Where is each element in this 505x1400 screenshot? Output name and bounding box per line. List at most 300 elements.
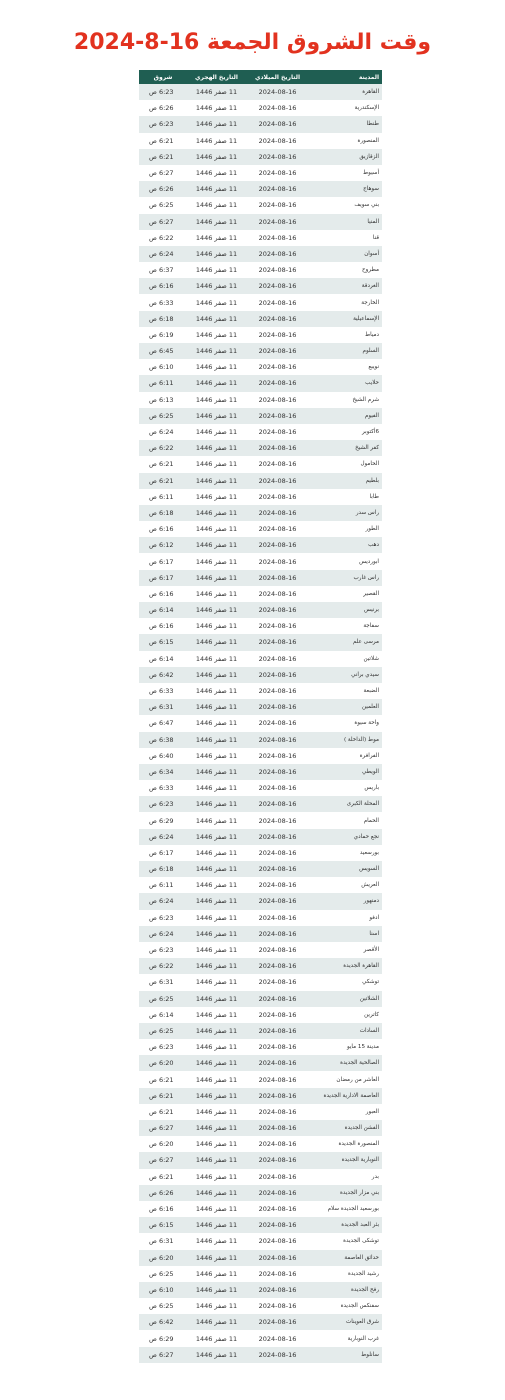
- cell-gregorian-date: 2024-08-16: [246, 392, 309, 408]
- cell-sunrise-time: 6:23 ص: [139, 84, 187, 100]
- cell-gregorian-date: 2024-08-16: [246, 230, 309, 246]
- cell-gregorian-date: 2024-08-16: [246, 116, 309, 132]
- cell-hijri-date: 11 صفر 1446: [187, 715, 246, 731]
- cell-city: الفرافرة: [309, 748, 382, 764]
- cell-gregorian-date: 2024-08-16: [246, 100, 309, 116]
- cell-hijri-date: 11 صفر 1446: [187, 262, 246, 278]
- cell-sunrise-time: 6:25 ص: [139, 1023, 187, 1039]
- table-row: [139, 764, 382, 780]
- cell-city: الحمام: [309, 812, 382, 828]
- table-row: [139, 1120, 382, 1136]
- cell-hijri-date: 11 صفر 1446: [187, 748, 246, 764]
- cell-hijri-date: 11 صفر 1446: [187, 764, 246, 780]
- table-row: [139, 1185, 382, 1201]
- cell-city: أسيوط: [309, 165, 382, 181]
- cell-hijri-date: 11 صفر 1446: [187, 780, 246, 796]
- cell-sunrise-time: 6:20 ص: [139, 1055, 187, 1071]
- cell-hijri-date: 11 صفر 1446: [187, 1039, 246, 1055]
- cell-gregorian-date: 2024-08-16: [246, 408, 309, 424]
- cell-sunrise-time: 6:21 ص: [139, 1104, 187, 1120]
- cell-hijri-date: 11 صفر 1446: [187, 1152, 246, 1168]
- cell-sunrise-time: 6:11 ص: [139, 877, 187, 893]
- cell-sunrise-time: 6:42 ص: [139, 667, 187, 683]
- cell-sunrise-time: 6:11 ص: [139, 489, 187, 505]
- cell-gregorian-date: 2024-08-16: [246, 748, 309, 764]
- cell-sunrise-time: 6:34 ص: [139, 764, 187, 780]
- table-row: [139, 149, 382, 165]
- cell-gregorian-date: 2024-08-16: [246, 473, 309, 489]
- cell-hijri-date: 11 صفر 1446: [187, 974, 246, 990]
- cell-city: مطروح: [309, 262, 382, 278]
- table-row: [139, 1136, 382, 1152]
- cell-gregorian-date: 2024-08-16: [246, 359, 309, 375]
- cell-city: بني سويف: [309, 197, 382, 213]
- cell-gregorian-date: 2024-08-16: [246, 1169, 309, 1185]
- page-title: وقت الشروق الجمعة 16-8-2024: [73, 30, 432, 55]
- cell-city: السويس: [309, 861, 382, 877]
- cell-hijri-date: 11 صفر 1446: [187, 1088, 246, 1104]
- table-row: [139, 392, 382, 408]
- cell-hijri-date: 11 صفر 1446: [187, 893, 246, 909]
- cell-city: المحلة الكبرى: [309, 796, 382, 812]
- cell-gregorian-date: 2024-08-16: [246, 634, 309, 650]
- cell-gregorian-date: 2024-08-16: [246, 1071, 309, 1087]
- table-row: [139, 910, 382, 926]
- cell-sunrise-time: 6:24 ص: [139, 246, 187, 262]
- cell-hijri-date: 11 صفر 1446: [187, 408, 246, 424]
- cell-sunrise-time: 6:27 ص: [139, 1120, 187, 1136]
- cell-gregorian-date: 2024-08-16: [246, 553, 309, 569]
- cell-city: مدينة 15 مايو: [309, 1039, 382, 1055]
- cell-hijri-date: 11 صفر 1446: [187, 1185, 246, 1201]
- cell-city: دمياط: [309, 327, 382, 343]
- cell-city: بورسعيد: [309, 845, 382, 861]
- table-row: [139, 440, 382, 456]
- table-row: [139, 311, 382, 327]
- cell-sunrise-time: 6:23 ص: [139, 910, 187, 926]
- table-row: [139, 829, 382, 845]
- cell-gregorian-date: 2024-08-16: [246, 327, 309, 343]
- cell-gregorian-date: 2024-08-16: [246, 602, 309, 618]
- cell-city: الطور: [309, 521, 382, 537]
- cell-gregorian-date: 2024-08-16: [246, 764, 309, 780]
- cell-hijri-date: 11 صفر 1446: [187, 165, 246, 181]
- cell-city: توشكي: [309, 974, 382, 990]
- table-row: [139, 473, 382, 489]
- cell-city: سانلوط: [309, 1347, 382, 1363]
- cell-city: شلاتين: [309, 651, 382, 667]
- table-row: [139, 489, 382, 505]
- sunrise-table: [139, 70, 382, 1363]
- table-row: [139, 1007, 382, 1023]
- cell-city: العبور: [309, 1104, 382, 1120]
- cell-sunrise-time: 6:33 ص: [139, 683, 187, 699]
- table-row: [139, 602, 382, 618]
- table-row: [139, 505, 382, 521]
- table-row: [139, 667, 382, 683]
- cell-city: طنطا: [309, 116, 382, 132]
- table-row: [139, 991, 382, 1007]
- cell-sunrise-time: 6:37 ص: [139, 262, 187, 278]
- cell-hijri-date: 11 صفر 1446: [187, 489, 246, 505]
- table-row: [139, 553, 382, 569]
- cell-city: المنصورة الجديدة: [309, 1136, 382, 1152]
- cell-city: الخارجة: [309, 294, 382, 310]
- table-row: [139, 570, 382, 586]
- cell-hijri-date: 11 صفر 1446: [187, 505, 246, 521]
- cell-sunrise-time: 6:25 ص: [139, 1266, 187, 1282]
- cell-city: الصالحية الجديدة: [309, 1055, 382, 1071]
- cell-hijri-date: 11 صفر 1446: [187, 651, 246, 667]
- cell-gregorian-date: 2024-08-16: [246, 1298, 309, 1314]
- cell-city: طابا: [309, 489, 382, 505]
- cell-hijri-date: 11 صفر 1446: [187, 991, 246, 1007]
- cell-gregorian-date: 2024-08-16: [246, 958, 309, 974]
- table-row: [139, 294, 382, 310]
- cell-sunrise-time: 6:42 ص: [139, 1314, 187, 1330]
- cell-sunrise-time: 6:25 ص: [139, 991, 187, 1007]
- table-row: [139, 181, 382, 197]
- cell-sunrise-time: 6:31 ص: [139, 699, 187, 715]
- cell-gregorian-date: 2024-08-16: [246, 861, 309, 877]
- table-row: [139, 230, 382, 246]
- table-row: [139, 1217, 382, 1233]
- cell-city: بئر العبد الجديدة: [309, 1217, 382, 1233]
- cell-gregorian-date: 2024-08-16: [246, 877, 309, 893]
- table-row: [139, 1055, 382, 1071]
- cell-gregorian-date: 2024-08-16: [246, 780, 309, 796]
- cell-city: الأقصر: [309, 942, 382, 958]
- cell-hijri-date: 11 صفر 1446: [187, 602, 246, 618]
- cell-sunrise-time: 6:15 ص: [139, 634, 187, 650]
- cell-city: شرم الشيخ: [309, 392, 382, 408]
- cell-city: الإسكندرية: [309, 100, 382, 116]
- cell-city: راس غارب: [309, 570, 382, 586]
- cell-gregorian-date: 2024-08-16: [246, 1120, 309, 1136]
- cell-sunrise-time: 6:47 ص: [139, 715, 187, 731]
- table-row: [139, 651, 382, 667]
- cell-hijri-date: 11 صفر 1446: [187, 1250, 246, 1266]
- cell-gregorian-date: 2024-08-16: [246, 149, 309, 165]
- cell-city: المنيا: [309, 214, 382, 230]
- cell-hijri-date: 11 صفر 1446: [187, 1071, 246, 1087]
- table-row: [139, 246, 382, 262]
- cell-sunrise-time: 6:24 ص: [139, 893, 187, 909]
- cell-hijri-date: 11 صفر 1446: [187, 1298, 246, 1314]
- cell-sunrise-time: 6:14 ص: [139, 602, 187, 618]
- cell-gregorian-date: 2024-08-16: [246, 1233, 309, 1249]
- table-row: [139, 845, 382, 861]
- cell-city: 6أكتوبر: [309, 424, 382, 440]
- table-row: [139, 1201, 382, 1217]
- cell-sunrise-time: 6:13 ص: [139, 392, 187, 408]
- cell-gregorian-date: 2024-08-16: [246, 84, 309, 100]
- cell-hijri-date: 11 صفر 1446: [187, 570, 246, 586]
- cell-city: الشلاتين: [309, 991, 382, 1007]
- cell-city: واحة سيوة: [309, 715, 382, 731]
- table-row: [139, 116, 382, 132]
- cell-hijri-date: 11 صفر 1446: [187, 116, 246, 132]
- table-row: [139, 456, 382, 472]
- cell-sunrise-time: 6:25 ص: [139, 197, 187, 213]
- cell-gregorian-date: 2024-08-16: [246, 1330, 309, 1346]
- cell-hijri-date: 11 صفر 1446: [187, 294, 246, 310]
- table-row: [139, 748, 382, 764]
- cell-city: حدائق العاصمة: [309, 1250, 382, 1266]
- cell-sunrise-time: 6:21 ص: [139, 149, 187, 165]
- cell-hijri-date: 11 صفر 1446: [187, 683, 246, 699]
- cell-sunrise-time: 6:27 ص: [139, 1347, 187, 1363]
- cell-hijri-date: 11 صفر 1446: [187, 1266, 246, 1282]
- cell-city: السلوم: [309, 343, 382, 359]
- cell-city: قنا: [309, 230, 382, 246]
- cell-city: سيدي براني: [309, 667, 382, 683]
- cell-hijri-date: 11 صفر 1446: [187, 537, 246, 553]
- cell-gregorian-date: 2024-08-16: [246, 1039, 309, 1055]
- cell-hijri-date: 11 صفر 1446: [187, 1330, 246, 1346]
- cell-hijri-date: 11 صفر 1446: [187, 1136, 246, 1152]
- header-sunrise[interactable]: شروق: [139, 70, 187, 84]
- table-row: [139, 893, 382, 909]
- table-row: [139, 343, 382, 359]
- cell-gregorian-date: 2024-08-16: [246, 893, 309, 909]
- cell-city: الويطي: [309, 764, 382, 780]
- cell-hijri-date: 11 صفر 1446: [187, 440, 246, 456]
- cell-sunrise-time: 6:33 ص: [139, 294, 187, 310]
- cell-city: بلطيم: [309, 473, 382, 489]
- cell-city: موط (الداخلة ): [309, 732, 382, 748]
- cell-sunrise-time: 6:15 ص: [139, 1217, 187, 1233]
- cell-city: الغردقة: [309, 278, 382, 294]
- cell-gregorian-date: 2024-08-16: [246, 1250, 309, 1266]
- cell-hijri-date: 11 صفر 1446: [187, 1023, 246, 1039]
- cell-city: دهب: [309, 537, 382, 553]
- cell-gregorian-date: 2024-08-16: [246, 732, 309, 748]
- cell-city: الإسماعيلية: [309, 311, 382, 327]
- table-row: [139, 1169, 382, 1185]
- cell-gregorian-date: 2024-08-16: [246, 1088, 309, 1104]
- cell-hijri-date: 11 صفر 1446: [187, 796, 246, 812]
- cell-gregorian-date: 2024-08-16: [246, 456, 309, 472]
- table-row: [139, 1104, 382, 1120]
- table-row: [139, 732, 382, 748]
- cell-sunrise-time: 6:16 ص: [139, 618, 187, 634]
- cell-hijri-date: 11 صفر 1446: [187, 877, 246, 893]
- cell-hijri-date: 11 صفر 1446: [187, 230, 246, 246]
- table-row: [139, 877, 382, 893]
- cell-city: الفشن الجديدة: [309, 1120, 382, 1136]
- table-row: [139, 812, 382, 828]
- cell-hijri-date: 11 صفر 1446: [187, 327, 246, 343]
- table-row: [139, 424, 382, 440]
- cell-sunrise-time: 6:24 ص: [139, 926, 187, 942]
- cell-city: القصير: [309, 586, 382, 602]
- cell-hijri-date: 11 صفر 1446: [187, 278, 246, 294]
- cell-sunrise-time: 6:16 ص: [139, 521, 187, 537]
- cell-hijri-date: 11 صفر 1446: [187, 343, 246, 359]
- cell-hijri-date: 11 صفر 1446: [187, 214, 246, 230]
- cell-gregorian-date: 2024-08-16: [246, 974, 309, 990]
- cell-gregorian-date: 2024-08-16: [246, 343, 309, 359]
- cell-gregorian-date: 2024-08-16: [246, 1347, 309, 1363]
- cell-city: العاشر من رمضان: [309, 1071, 382, 1087]
- cell-sunrise-time: 6:45 ص: [139, 343, 187, 359]
- cell-sunrise-time: 6:17 ص: [139, 553, 187, 569]
- table-row: [139, 958, 382, 974]
- table-header-row: [139, 70, 382, 84]
- cell-city: سفاجة: [309, 618, 382, 634]
- cell-gregorian-date: 2024-08-16: [246, 424, 309, 440]
- cell-sunrise-time: 6:33 ص: [139, 780, 187, 796]
- cell-city: الضبعة: [309, 683, 382, 699]
- cell-city: بورسعيد الجديدة سلام: [309, 1201, 382, 1217]
- cell-sunrise-time: 6:27 ص: [139, 214, 187, 230]
- cell-hijri-date: 11 صفر 1446: [187, 1201, 246, 1217]
- cell-city: القاهرة: [309, 84, 382, 100]
- cell-city: نويبع: [309, 359, 382, 375]
- cell-gregorian-date: 2024-08-16: [246, 278, 309, 294]
- table-row: [139, 1330, 382, 1346]
- header-gregorian-date[interactable]: التاريخ الميلادي: [246, 70, 309, 84]
- table-row: [139, 1250, 382, 1266]
- cell-sunrise-time: 6:14 ص: [139, 651, 187, 667]
- header-city[interactable]: المدينة: [309, 70, 382, 84]
- cell-gregorian-date: 2024-08-16: [246, 537, 309, 553]
- cell-gregorian-date: 2024-08-16: [246, 829, 309, 845]
- cell-hijri-date: 11 صفر 1446: [187, 1282, 246, 1298]
- table-row: [139, 262, 382, 278]
- cell-hijri-date: 11 صفر 1446: [187, 845, 246, 861]
- cell-hijri-date: 11 صفر 1446: [187, 942, 246, 958]
- cell-city: دمنهور: [309, 893, 382, 909]
- table-row: [139, 796, 382, 812]
- cell-sunrise-time: 6:20 ص: [139, 1250, 187, 1266]
- cell-sunrise-time: 6:16 ص: [139, 278, 187, 294]
- cell-gregorian-date: 2024-08-16: [246, 294, 309, 310]
- table-row: [139, 375, 382, 391]
- cell-sunrise-time: 6:21 ص: [139, 1169, 187, 1185]
- cell-sunrise-time: 6:23 ص: [139, 942, 187, 958]
- cell-gregorian-date: 2024-08-16: [246, 667, 309, 683]
- cell-sunrise-time: 6:12 ص: [139, 537, 187, 553]
- table-row: [139, 586, 382, 602]
- table-row: [139, 278, 382, 294]
- cell-sunrise-time: 6:22 ص: [139, 958, 187, 974]
- cell-city: كاترين: [309, 1007, 382, 1023]
- cell-city: ابورديس: [309, 553, 382, 569]
- cell-hijri-date: 11 صفر 1446: [187, 1007, 246, 1023]
- cell-hijri-date: 11 صفر 1446: [187, 910, 246, 926]
- cell-sunrise-time: 6:24 ص: [139, 424, 187, 440]
- cell-gregorian-date: 2024-08-16: [246, 1282, 309, 1298]
- cell-sunrise-time: 6:11 ص: [139, 375, 187, 391]
- table-row: [139, 165, 382, 181]
- table-row: [139, 861, 382, 877]
- table-row: [139, 942, 382, 958]
- cell-gregorian-date: 2024-08-16: [246, 699, 309, 715]
- table-row: [139, 1282, 382, 1298]
- cell-hijri-date: 11 صفر 1446: [187, 667, 246, 683]
- table-row: [139, 521, 382, 537]
- table-row: [139, 683, 382, 699]
- cell-gregorian-date: 2024-08-16: [246, 1007, 309, 1023]
- cell-sunrise-time: 6:19 ص: [139, 327, 187, 343]
- cell-hijri-date: 11 صفر 1446: [187, 1233, 246, 1249]
- cell-gregorian-date: 2024-08-16: [246, 375, 309, 391]
- cell-sunrise-time: 6:17 ص: [139, 570, 187, 586]
- cell-sunrise-time: 6:29 ص: [139, 812, 187, 828]
- cell-city: باريس: [309, 780, 382, 796]
- cell-sunrise-time: 6:23 ص: [139, 796, 187, 812]
- cell-sunrise-time: 6:24 ص: [139, 829, 187, 845]
- cell-sunrise-time: 6:40 ص: [139, 748, 187, 764]
- cell-hijri-date: 11 صفر 1446: [187, 634, 246, 650]
- cell-city: سفنكس الجديدة: [309, 1298, 382, 1314]
- cell-gregorian-date: 2024-08-16: [246, 715, 309, 731]
- cell-hijri-date: 11 صفر 1446: [187, 521, 246, 537]
- cell-city: بني مزار الجديدة: [309, 1185, 382, 1201]
- cell-hijri-date: 11 صفر 1446: [187, 618, 246, 634]
- cell-sunrise-time: 6:21 ص: [139, 1088, 187, 1104]
- cell-hijri-date: 11 صفر 1446: [187, 197, 246, 213]
- table-row: [139, 1088, 382, 1104]
- cell-city: أسوان: [309, 246, 382, 262]
- cell-gregorian-date: 2024-08-16: [246, 796, 309, 812]
- cell-city: بدر: [309, 1169, 382, 1185]
- cell-city: الفيوم: [309, 408, 382, 424]
- cell-sunrise-time: 6:22 ص: [139, 230, 187, 246]
- cell-sunrise-time: 6:10 ص: [139, 1282, 187, 1298]
- cell-gregorian-date: 2024-08-16: [246, 311, 309, 327]
- cell-hijri-date: 11 صفر 1446: [187, 829, 246, 845]
- cell-gregorian-date: 2024-08-16: [246, 1201, 309, 1217]
- table-row: [139, 715, 382, 731]
- cell-city: العاصمة الادارية الجديدة: [309, 1088, 382, 1104]
- cell-hijri-date: 11 صفر 1446: [187, 1169, 246, 1185]
- cell-city: شرق العوينات: [309, 1314, 382, 1330]
- cell-hijri-date: 11 صفر 1446: [187, 359, 246, 375]
- cell-gregorian-date: 2024-08-16: [246, 133, 309, 149]
- table-row: [139, 780, 382, 796]
- table-row: [139, 1233, 382, 1249]
- table-row: [139, 1266, 382, 1282]
- cell-gregorian-date: 2024-08-16: [246, 1266, 309, 1282]
- cell-gregorian-date: 2024-08-16: [246, 505, 309, 521]
- cell-gregorian-date: 2024-08-16: [246, 812, 309, 828]
- table-row: [139, 974, 382, 990]
- cell-gregorian-date: 2024-08-16: [246, 1055, 309, 1071]
- table-row: [139, 359, 382, 375]
- cell-sunrise-time: 6:26 ص: [139, 1185, 187, 1201]
- cell-gregorian-date: 2024-08-16: [246, 651, 309, 667]
- table-row: [139, 327, 382, 343]
- cell-hijri-date: 11 صفر 1446: [187, 553, 246, 569]
- cell-hijri-date: 11 صفر 1446: [187, 1104, 246, 1120]
- cell-sunrise-time: 6:21 ص: [139, 456, 187, 472]
- cell-gregorian-date: 2024-08-16: [246, 683, 309, 699]
- cell-gregorian-date: 2024-08-16: [246, 489, 309, 505]
- cell-city: رشيد الجديدة: [309, 1266, 382, 1282]
- cell-gregorian-date: 2024-08-16: [246, 1217, 309, 1233]
- cell-sunrise-time: 6:22 ص: [139, 440, 187, 456]
- table-row: [139, 1314, 382, 1330]
- cell-city: اسنا: [309, 926, 382, 942]
- cell-hijri-date: 11 صفر 1446: [187, 861, 246, 877]
- cell-hijri-date: 11 صفر 1446: [187, 812, 246, 828]
- header-hijri-date[interactable]: التاريخ الهجري: [187, 70, 246, 84]
- cell-gregorian-date: 2024-08-16: [246, 586, 309, 602]
- cell-sunrise-time: 6:18 ص: [139, 505, 187, 521]
